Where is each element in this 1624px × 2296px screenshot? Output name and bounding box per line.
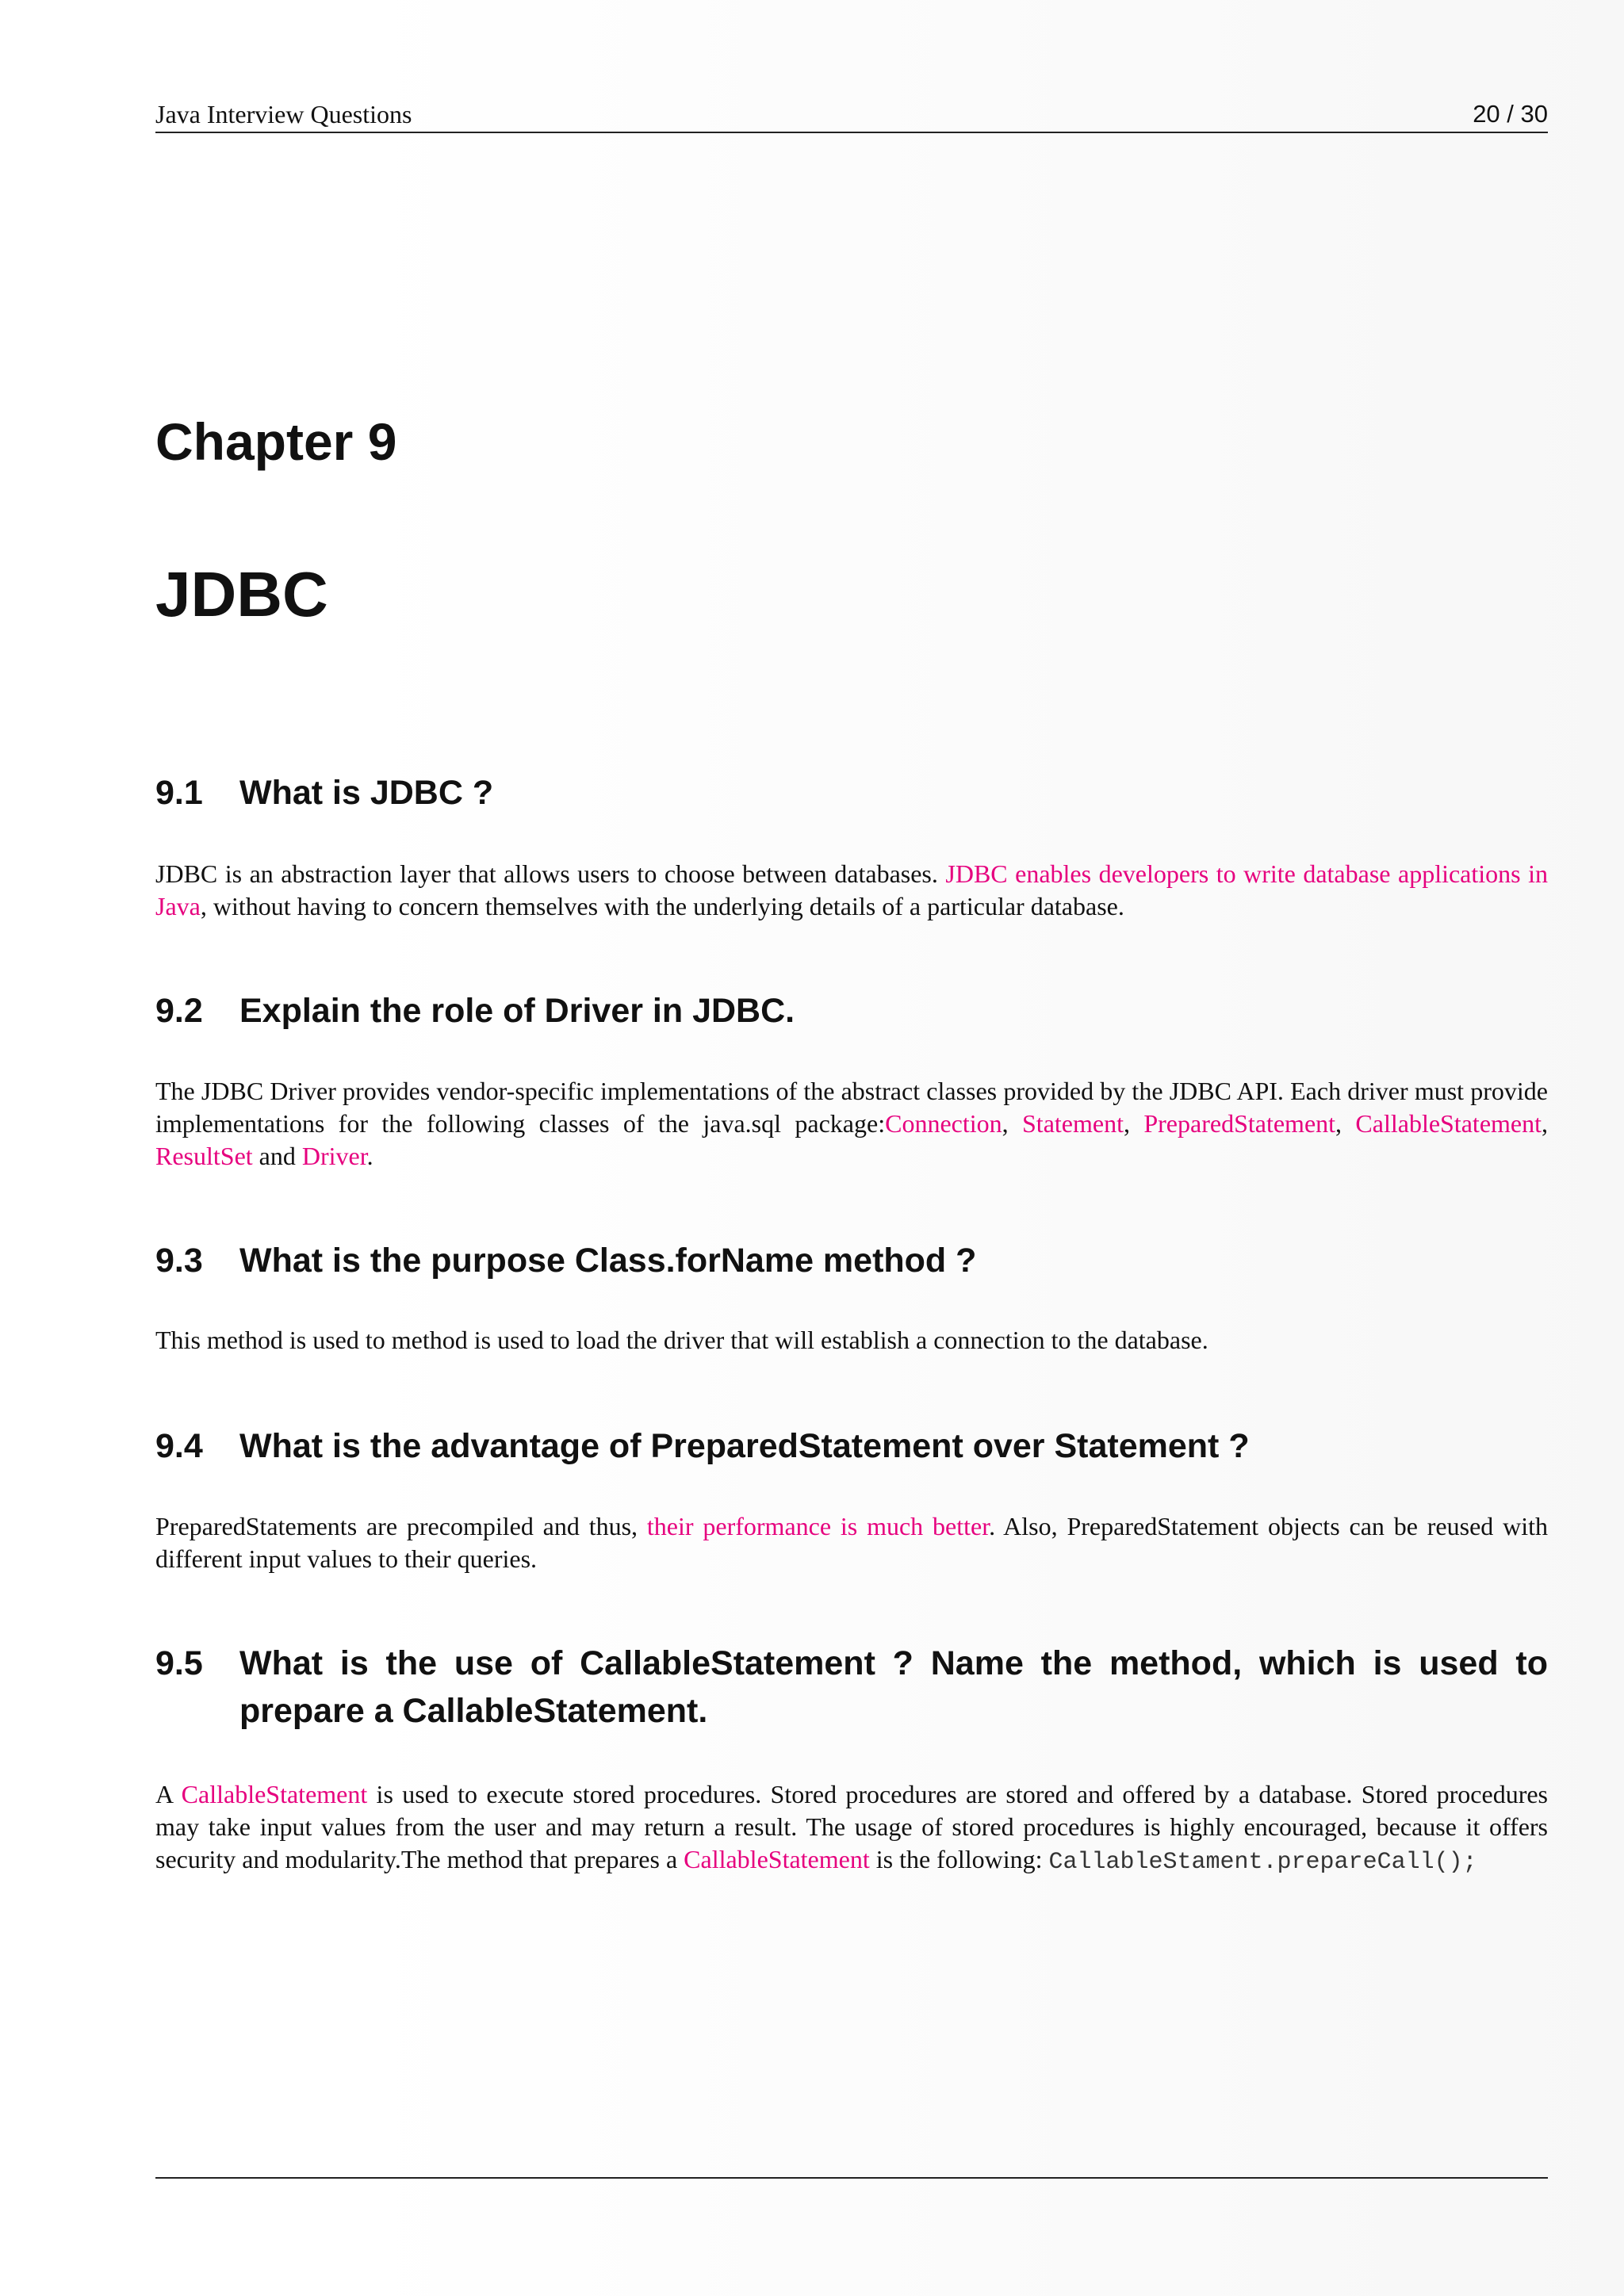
section-title: What is JDBC ?: [239, 774, 494, 812]
hyperlink-resultset[interactable]: ResultSet: [155, 1142, 253, 1170]
running-title: Java Interview Questions: [155, 100, 412, 128]
body-text: . Also, PreparedStatement objects can be reused with different input values to their queries.: [155, 1512, 1549, 1573]
hyperlink-statement[interactable]: Statement: [1022, 1109, 1124, 1138]
body-text: , without having to concern themselves with the underlying details of a particular database.: [200, 892, 1124, 920]
section-body-9-2: [155, 1075, 1548, 1173]
hyperlink-jdbc-enables[interactable]: JDBC enables developers to write database applications in Java: [155, 859, 1549, 920]
section-body-9-4: [155, 1510, 1548, 1575]
section-body-9-3: This method is used to method is used to load the driver that will establish a connection to the database.: [155, 1326, 1208, 1354]
hyperlink-callablestatement[interactable]: CallableStatement: [684, 1845, 870, 1873]
section-number: 9.5: [155, 1644, 203, 1682]
chapter-title: JDBC: [155, 559, 328, 629]
body-text: JDBC is an abstraction layer that allows users to choose between databases.: [155, 859, 946, 888]
body-text: is the following:: [869, 1845, 1049, 1873]
separator: ,: [1123, 1109, 1144, 1138]
section-body-9-1: [155, 858, 1548, 923]
section-heading-9-4: [155, 1422, 1548, 1470]
section-number: 9.1: [155, 774, 203, 812]
separator: ,: [1542, 1109, 1548, 1138]
section-heading-9-2: [155, 987, 1548, 1035]
hyperlink-performance[interactable]: their performance is much better: [646, 1512, 990, 1540]
hyperlink-driver[interactable]: Driver: [301, 1142, 367, 1170]
section-title: What is the use of CallableStatement ? Name the method, which is used to prepare a CallableStatement.: [239, 1644, 1548, 1730]
section-heading-9-5: [155, 1640, 1548, 1735]
hyperlink-connection[interactable]: Connection: [885, 1109, 1002, 1138]
section-title: Explain the role of Driver in JDBC.: [239, 992, 795, 1030]
separator: ,: [1335, 1109, 1356, 1138]
section-number: 9.3: [155, 1242, 203, 1280]
separator: and: [252, 1142, 302, 1170]
section-body-9-5: [155, 1778, 1548, 1879]
body-text: The JDBC Driver provides vendor-specific implementations of the abstract classes provided by the JDBC API. Each driver must provide implementations for the following classes of the java.sql package:: [155, 1077, 1548, 1138]
hyperlink-preparedstatement[interactable]: PreparedStatement: [1143, 1109, 1336, 1138]
section-title: What is the advantage of PreparedStatement over Statement ?: [239, 1427, 1250, 1465]
section-number: 9.4: [155, 1427, 203, 1465]
page-header: [155, 100, 1548, 133]
section-heading-9-1: [155, 769, 1548, 817]
body-text: A: [155, 1780, 182, 1808]
hyperlink-callablestatement[interactable]: CallableStatement: [181, 1780, 368, 1808]
section-title: What is the purpose Class.forName method ?: [239, 1242, 977, 1280]
separator: .: [366, 1142, 373, 1170]
section-number: 9.2: [155, 992, 203, 1030]
body-text: PreparedStatements are precompiled and thus,: [155, 1512, 647, 1540]
body-text: is used to execute stored procedures. Stored procedures are stored and offered by a database. Stored procedures may take input values from the user and may return a result. The usage of stored procedures is highly encouraged, because it offers security and modularity.The method that prepares a: [155, 1780, 1549, 1873]
separator: ,: [1002, 1109, 1022, 1138]
code-snippet: CallableStament.prepareCall();: [1048, 1849, 1477, 1876]
footer-rule: [155, 2177, 1548, 2179]
hyperlink-callablestatement[interactable]: CallableStatement: [1355, 1109, 1542, 1138]
chapter-label: Chapter 9: [155, 412, 397, 471]
page-number: 20 / 30: [1473, 100, 1548, 128]
section-heading-9-3: [155, 1237, 1548, 1284]
